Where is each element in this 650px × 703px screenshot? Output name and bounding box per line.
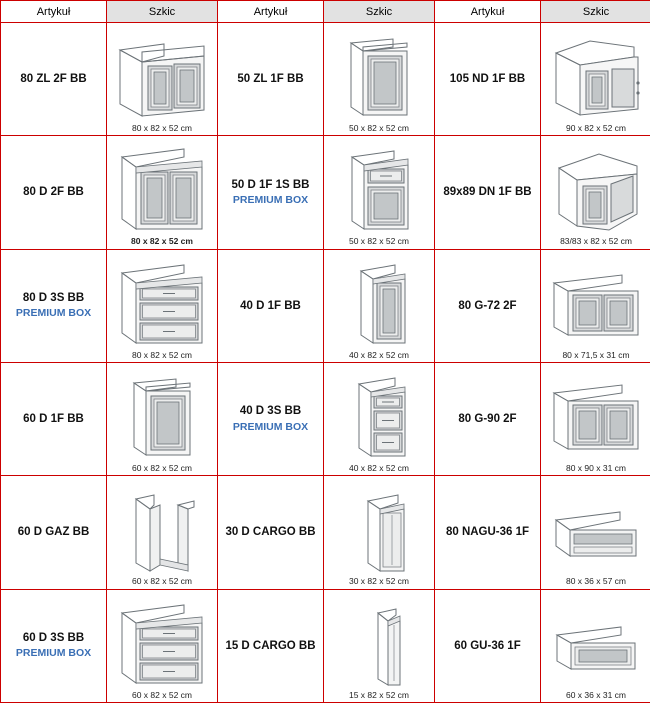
product-name: 40 D 3S BB <box>218 404 323 418</box>
product-sketch-cell <box>324 23 435 136</box>
product-dimensions: 60 x 82 x 52 cm <box>132 689 192 700</box>
base-cabinet-corner-L-icon <box>543 26 649 122</box>
product-sketch-cell <box>107 23 218 136</box>
table-row <box>1 476 650 589</box>
product-name-cell <box>218 363 324 476</box>
product-name: 60 D 3S BB <box>1 631 106 645</box>
table-row <box>1 23 650 136</box>
product-name: 15 D CARGO BB <box>218 639 323 653</box>
product-name-cell <box>218 136 324 249</box>
product-dimensions: 50 x 82 x 52 cm <box>349 235 409 246</box>
product-dimensions: 40 x 82 x 52 cm <box>349 349 409 360</box>
product-name: 60 D GAZ BB <box>1 525 106 539</box>
product-name-cell <box>435 476 541 589</box>
column-header-article-3: Artykuł <box>435 1 541 23</box>
product-name: 40 D 1F BB <box>218 299 323 313</box>
product-name-cell <box>1 249 107 362</box>
column-header-sketch-1: Szkic <box>107 1 218 23</box>
product-sketch-cell <box>107 249 218 362</box>
base-cabinet-3drawer-wide-icon <box>109 253 215 349</box>
product-sketch-cell <box>107 476 218 589</box>
product-dimensions: 80 x 71,5 x 31 cm <box>562 349 629 360</box>
base-cabinet-1door-open-icon <box>109 366 215 462</box>
product-name: 80 G-72 2F <box>435 299 540 313</box>
wall-cabinet-lift-icon <box>543 593 649 689</box>
table-header-row <box>1 1 650 23</box>
base-cabinet-corner-diagonal-icon <box>543 139 649 235</box>
product-name-cell <box>1 136 107 249</box>
product-sketch-cell <box>324 476 435 589</box>
product-sketch-cell <box>541 363 650 476</box>
product-name-cell <box>435 589 541 702</box>
product-badge-premium-box: PREMIUM BOX <box>1 647 106 661</box>
product-name: 30 D CARGO BB <box>218 525 323 539</box>
product-sketch-cell <box>107 136 218 249</box>
product-name: 60 GU-36 1F <box>435 639 540 653</box>
column-header-sketch-3: Szkic <box>541 1 650 23</box>
product-sketch-cell <box>107 363 218 476</box>
base-cabinet-corner-2door-icon <box>109 26 215 122</box>
product-dimensions: 60 x 82 x 52 cm <box>132 575 192 586</box>
table-row <box>1 589 650 702</box>
product-sketch-cell <box>324 136 435 249</box>
product-name-cell <box>218 589 324 702</box>
product-name-cell <box>218 249 324 362</box>
product-sketch-cell <box>541 136 650 249</box>
table-row <box>1 136 650 249</box>
product-dimensions: 50 x 82 x 52 cm <box>349 122 409 133</box>
product-sketch-cell <box>541 249 650 362</box>
base-cabinet-1door-open-icon <box>326 26 432 122</box>
column-header-article-1: Artykuł <box>1 1 107 23</box>
product-name-cell <box>218 476 324 589</box>
product-dimensions: 80 x 82 x 52 cm <box>132 349 192 360</box>
product-name-cell <box>218 23 324 136</box>
product-dimensions: 40 x 82 x 52 cm <box>349 462 409 473</box>
wall-cabinet-2door-icon <box>543 366 649 462</box>
product-name: 60 D 1F BB <box>1 412 106 426</box>
base-cabinet-cargo-icon <box>326 479 432 575</box>
base-cabinet-cargo-slim-icon <box>326 593 432 689</box>
product-name: 89x89 DN 1F BB <box>435 185 540 199</box>
product-sketch-cell <box>541 476 650 589</box>
product-dimensions: 30 x 82 x 52 cm <box>349 575 409 586</box>
product-badge-premium-box: PREMIUM BOX <box>1 307 106 321</box>
product-name: 50 D 1F 1S BB <box>218 178 323 192</box>
product-name-cell <box>435 363 541 476</box>
product-badge-premium-box: PREMIUM BOX <box>218 194 323 208</box>
product-dimensions: 80 x 36 x 57 cm <box>566 575 626 586</box>
product-name-cell <box>1 476 107 589</box>
product-name: 80 ZL 2F BB <box>1 72 106 86</box>
product-name: 80 D 3S BB <box>1 291 106 305</box>
product-name: 80 D 2F BB <box>1 185 106 199</box>
product-name: 80 G-90 2F <box>435 412 540 426</box>
base-cabinet-open-gas-icon <box>109 479 215 575</box>
product-sketch-cell <box>541 23 650 136</box>
product-name-cell <box>1 23 107 136</box>
product-sketch-cell <box>324 363 435 476</box>
column-header-article-2: Artykuł <box>218 1 324 23</box>
product-name: 80 NAGU-36 1F <box>435 525 540 539</box>
column-header-sketch-2: Szkic <box>324 1 435 23</box>
product-dimensions: 15 x 82 x 52 cm <box>349 689 409 700</box>
product-dimensions: 80 x 82 x 52 cm <box>131 235 193 246</box>
base-cabinet-2door-icon <box>109 139 215 235</box>
product-name-cell <box>435 249 541 362</box>
base-cabinet-3drawer-wide-icon <box>109 593 215 689</box>
product-name-cell <box>1 363 107 476</box>
product-sketch-cell <box>541 589 650 702</box>
product-dimensions: 83/83 x 82 x 52 cm <box>560 235 632 246</box>
product-dimensions: 80 x 82 x 52 cm <box>132 122 192 133</box>
base-cabinet-3drawer-narrow-icon <box>326 366 432 462</box>
base-cabinet-1door-1drawer-icon <box>326 139 432 235</box>
base-cabinet-1door-narrow-icon <box>326 253 432 349</box>
table-row <box>1 363 650 476</box>
table-body <box>1 23 650 703</box>
table-row <box>1 249 650 362</box>
product-dimensions: 90 x 82 x 52 cm <box>566 122 626 133</box>
wall-cabinet-hood-icon <box>543 479 649 575</box>
product-sketch-cell <box>324 589 435 702</box>
product-name-cell <box>435 23 541 136</box>
product-name-cell <box>1 589 107 702</box>
product-name-cell <box>435 136 541 249</box>
product-sketch-cell <box>107 589 218 702</box>
product-sketch-cell <box>324 249 435 362</box>
product-name: 105 ND 1F BB <box>435 72 540 86</box>
wall-cabinet-2door-tall-icon <box>543 253 649 349</box>
product-name: 50 ZL 1F BB <box>218 72 323 86</box>
product-dimensions: 60 x 82 x 52 cm <box>132 462 192 473</box>
product-badge-premium-box: PREMIUM BOX <box>218 421 323 435</box>
product-dimensions: 60 x 36 x 31 cm <box>566 689 626 700</box>
product-dimensions: 80 x 90 x 31 cm <box>566 462 626 473</box>
